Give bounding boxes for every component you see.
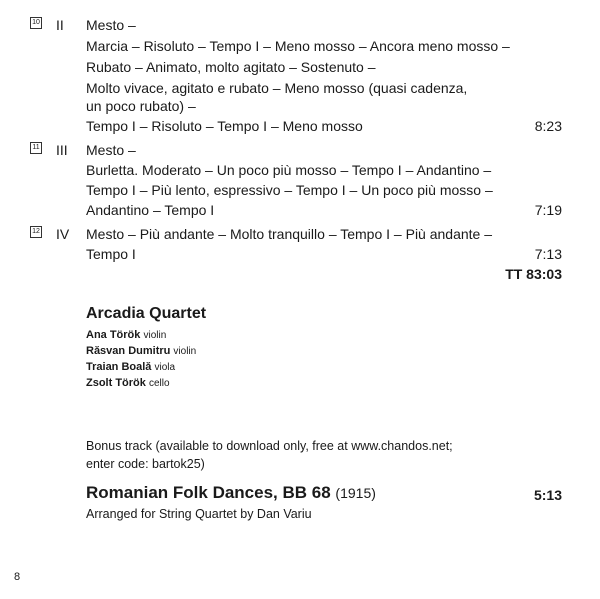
track-number-box: 11 [30,142,42,154]
ensemble-member [86,376,170,391]
bonus-note: Bonus track (available to download only, free at www.chandos.net; [86,439,453,453]
movement-number: II [56,17,64,33]
movement-number: IV [56,226,70,242]
member-instrument: cello [148,378,170,389]
ensemble-member [86,328,166,343]
member-instrument: violin [173,346,197,357]
tempo-line: Andantino – Tempo I [86,202,215,218]
member-name: Răsvan Dumitru [86,345,171,357]
tempo-line: Mesto – Più andante – Molto tranquillo – Tempo I – Più andante – [86,226,493,242]
bonus-work-title [86,483,376,503]
tempo-line: Burletta. Moderato – Un poco più mosso – Tempo I – Andantino – [86,162,492,178]
member-name: Ana Török [86,329,141,341]
tempo-line: Tempo I [86,246,136,262]
work-year: (1915) [335,485,376,501]
work-title: Romanian Folk Dances, BB 68 [86,483,331,502]
member-name: Traian Boală [86,361,152,373]
ensemble-member [86,344,196,359]
ensemble-name: Arcadia Quartet [86,305,207,322]
member-instrument: viola [154,362,176,373]
track-duration: 8:23 [534,118,562,134]
tempo-line: Tempo I – Più lento, espressivo – Tempo I – Un poco più mosso – [86,182,493,198]
track-number-box: 10 [30,17,42,29]
tempo-line: Tempo I – Risoluto – Tempo I – Meno mosso [86,118,363,134]
total-time: TT 83:03 [505,266,562,282]
page-number: 8 [14,571,21,583]
member-name: Zsolt Török [86,377,146,389]
tempo-line: Molto vivace, agitato e rubato – Meno mosso (quasi cadenza, [86,80,468,96]
bonus-note: enter code: bartok25) [86,457,205,471]
tempo-line: Mesto – [86,142,136,158]
bonus-duration: 5:13 [533,487,562,503]
arranger-credit: Arranged for String Quartet by Dan Variu [86,507,312,521]
track-duration: 7:19 [534,202,562,218]
tempo-line: Rubato – Animato, molto agitato – Sostenuto – [86,59,376,75]
ensemble-member [86,360,175,375]
tempo-line: un poco rubato) – [86,98,196,114]
member-instrument: violin [143,330,167,341]
track-duration: 7:13 [534,246,562,262]
tempo-line: Mesto – [86,17,136,33]
movement-number: III [56,142,68,158]
tempo-line: Marcia – Risoluto – Tempo I – Meno mosso – Ancora meno mosso – [86,38,510,54]
track-number-box: 12 [30,226,42,238]
